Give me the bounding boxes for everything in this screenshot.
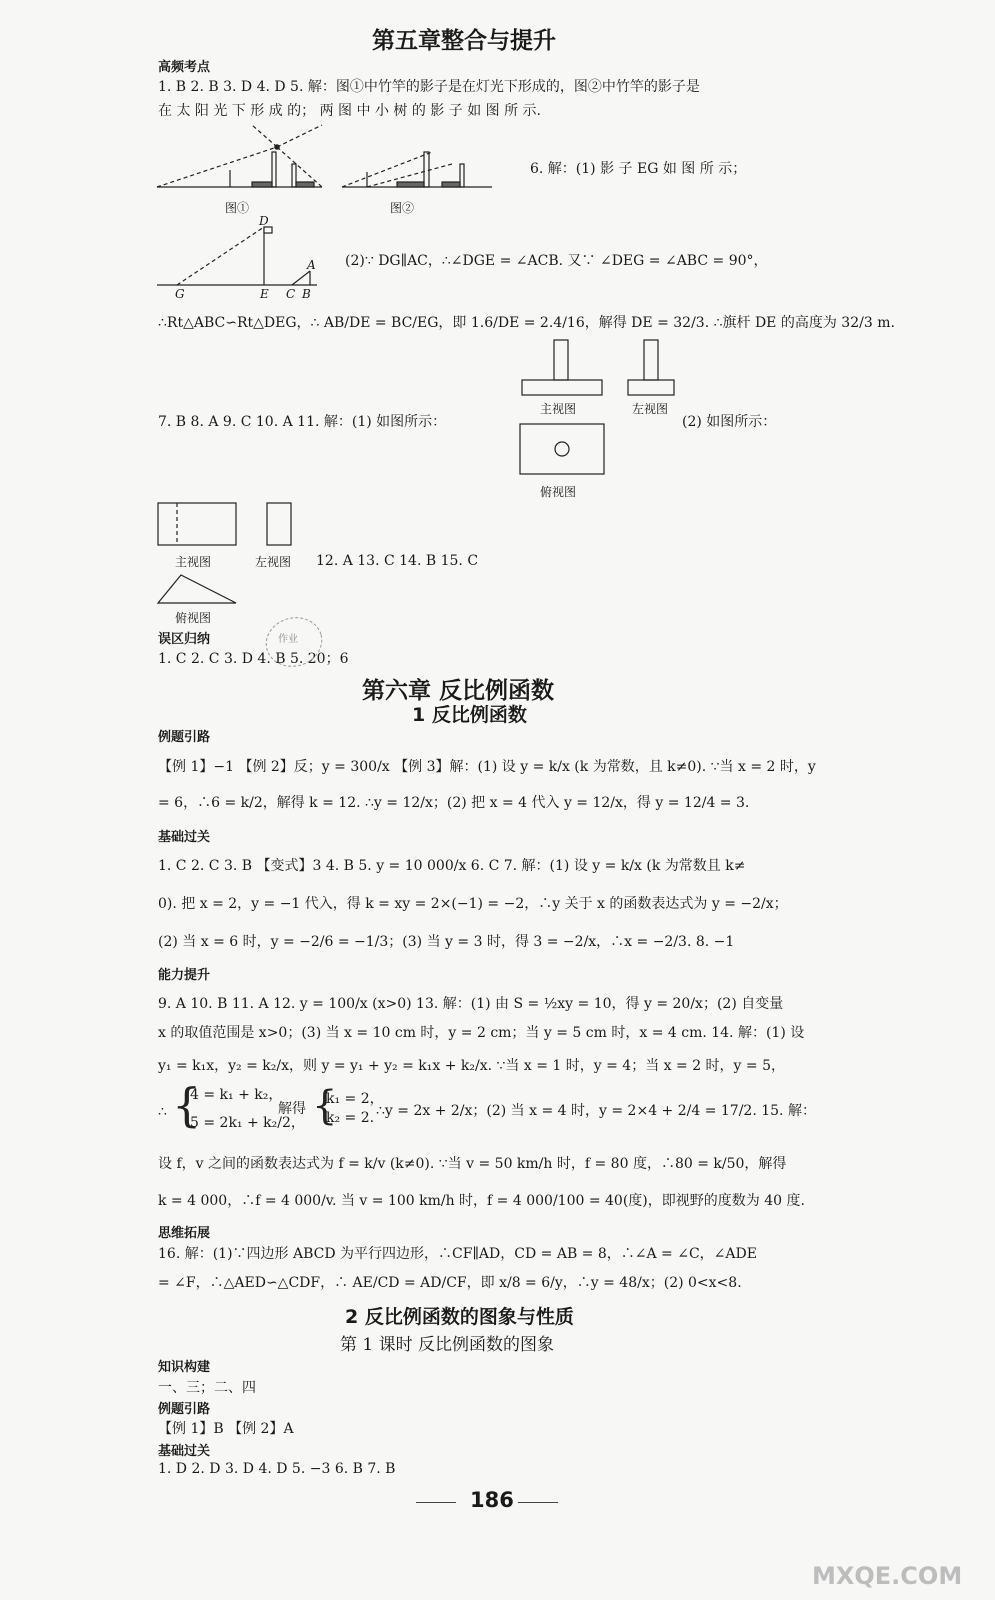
label-A: A	[307, 258, 316, 272]
brace-left: {	[172, 1078, 202, 1132]
answer-line: (2) 当 x = 6 时，y = −2/6 = −1/3；(3) 当 y = 3 时，得 3 = −2/x，∴x = −2/3. 8. −1	[158, 934, 735, 950]
label-D: D	[259, 214, 269, 228]
figure2-caption: 图②	[390, 201, 415, 215]
answer-line: x 的取值范围是 x>0；(3) 当 x = 10 cm 时，y = 2 cm；当 y = 5 cm 时，x = 4 cm. 14. 解：(1) 设	[158, 1025, 805, 1041]
answer-word: 解得	[278, 1101, 306, 1117]
watermark-logo: MXQE.COM	[812, 1562, 963, 1590]
section-label-jichu: 基础过关	[158, 830, 211, 845]
equation-line: 5 = 2k₁ + k₂/2，	[190, 1115, 305, 1131]
section2-title: 2 反比例函数的图象与性质	[345, 1306, 574, 1328]
section-label-wuqu: 误区归纳	[158, 632, 211, 647]
equation-line: 4 = k₁ + k₂，	[190, 1087, 283, 1103]
answer-line: 1. D 2. D 3. D 4. D 5. −3 6. B 7. B	[158, 1461, 396, 1477]
left-view-caption: 左视图	[255, 555, 292, 569]
equation-line: k₂ = 2.	[326, 1110, 375, 1126]
answer-line: 12. A 13. C 14. B 15. C	[316, 553, 479, 569]
answer-line: 一、三；二、四	[158, 1380, 256, 1396]
answer-line: 6. 解：(1) 影 子 EG 如 图 所 示；	[530, 161, 747, 177]
answer-line: 【例 1】B 【例 2】A	[158, 1421, 294, 1437]
section-label-nengli: 能力提升	[158, 968, 211, 983]
section1-title: 1 反比例函数	[412, 704, 527, 726]
answer-line: 1. C 2. C 3. D 4. B 5. 20；6	[158, 651, 349, 667]
answer-line: (2) 如图所示：	[682, 414, 777, 430]
answer-line: k = 4 000，∴f = 4 000/v. 当 v = 100 km/h 时，f = 4 000/100 = 40(度)，即视野的度数为 40 度.	[158, 1193, 805, 1209]
stamp-text: 作业	[278, 634, 298, 645]
section-label-liti: 例题引路	[158, 730, 211, 745]
lesson-title: 第 1 课时 反比例函数的图象	[340, 1335, 555, 1355]
answer-line: = 6，∴6 = k/2，解得 k = 12. ∴y = 12/x；(2) 把 x = 4 代入 y = 12/x，得 y = 12/4 = 3.	[158, 795, 750, 811]
label-E: E	[260, 287, 269, 301]
answer-line: = ∠F，∴△AED∽△CDF，∴ AE/CD = AD/CF，即 x/8 = 6/y，∴y = 48/x；(2) 0<x<8.	[158, 1275, 742, 1291]
label-C: C	[286, 287, 296, 301]
answer-line: y₁ = k₁x，y₂ = k₂/x，则 y = y₁ + y₂ = k₁x + k₂/x. ∵当 x = 1 时，y = 4；当 x = 2 时，y = 5，	[158, 1058, 785, 1074]
section-label-siwei: 思维拓展	[158, 1226, 211, 1241]
front-view-caption: 主视图	[540, 402, 577, 416]
answer-line: 【例 1】−1 【例 2】反；y = 300/x 【例 3】解：(1) 设 y = k/x (k 为常数，且 k≠0). ∵当 x = 2 时，y	[158, 759, 816, 775]
figure1-caption: 图①	[225, 201, 250, 215]
page-rule-right	[518, 1502, 558, 1503]
top-view-caption: 俯视图	[175, 611, 212, 625]
left-view-caption: 左视图	[632, 402, 669, 416]
answer-line: 1. C 2. C 3. B 【变式】3 4. B 5. y = 10 000/x 6. C 7. 解：(1) 设 y = k/x (k 为常数且 k≠	[158, 858, 746, 874]
answer-line: ∴y = 2x + 2/x；(2) 当 x = 4 时，y = 2×4 + 2/4 = 17/2. 15. 解：	[376, 1103, 816, 1119]
chapter5-title: 第五章整合与提升	[372, 28, 556, 54]
section-label-jichu: 基础过关	[158, 1444, 211, 1459]
answer-line: 设 f，v 之间的函数表达式为 f = k/v (k≠0). ∵当 v = 50 km/h 时，f = 80 度，∴80 = k/50，解得	[158, 1156, 787, 1172]
label-B: B	[302, 287, 311, 301]
front-view-caption: 主视图	[175, 555, 212, 569]
answer-line: 0). 把 x = 2，y = −1 代入，得 k = xy = 2×(−1) = −2，∴y 关于 x 的函数表达式为 y = −2/x；	[158, 896, 788, 912]
answer-line: 9. A 10. B 11. A 12. y = 100/x (x>0) 13. 解：(1) 由 S = ½xy = 10，得 y = 20/x；(2) 自变量	[158, 996, 784, 1012]
chapter6-title: 第六章 反比例函数	[362, 678, 555, 704]
therefore-symbol: ∴	[158, 1104, 167, 1120]
answer-line: 在 太 阳 光 下 形 成 的； 两 图 中 小 树 的 影 子 如 图 所 示.	[158, 103, 542, 119]
label-G: G	[175, 287, 185, 301]
section-label-liti: 例题引路	[158, 1402, 211, 1417]
section-label-zhishi: 知识构建	[158, 1360, 211, 1375]
shadow-figures	[152, 120, 492, 200]
answer-line: ∴Rt△ABC∽Rt△DEG，∴ AB/DE = BC/EG，即 1.6/DE = 2.4/16，解得 DE = 32/3. ∴旗杆 DE 的高度为 32/3 m.	[158, 315, 895, 331]
equation-line: k₁ = 2，	[326, 1091, 384, 1107]
answer-line: 1. B 2. B 3. D 4. D 5. 解：图①中竹竿的影子是在灯光下形成的，图②中竹竿的影子是	[158, 79, 700, 95]
page-rule-left	[416, 1502, 456, 1503]
brace-left: {	[312, 1083, 338, 1129]
answer-line: 16. 解：(1)∵四边形 ABCD 为平行四边形，∴CF∥AD，CD = AB = 8，∴∠A = ∠C，∠ADE	[158, 1246, 757, 1262]
answer-line: 7. B 8. A 9. C 10. A 11. 解：(1) 如图所示：	[158, 414, 447, 430]
page-number: 186	[470, 1488, 514, 1512]
section-label-gaopin: 高频考点	[158, 60, 211, 75]
answer-line: (2)∵ DG∥AC，∴∠DGE = ∠ACB. 又∵ ∠DEG = ∠ABC = 90°，	[345, 253, 768, 269]
top-view-caption: 俯视图	[540, 485, 577, 499]
